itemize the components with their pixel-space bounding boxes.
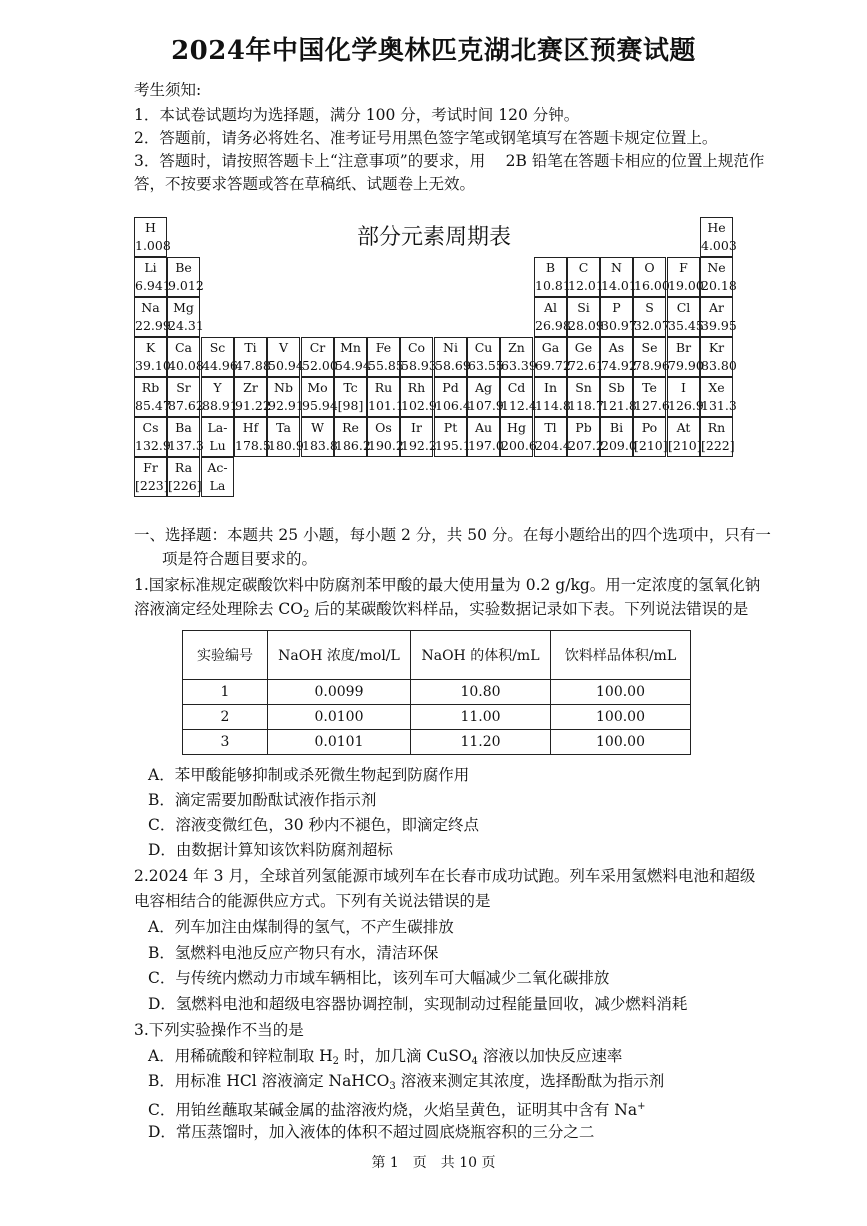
element-cell xyxy=(534,337,571,377)
element-cell xyxy=(434,337,471,377)
table-cell: 0.0099 xyxy=(268,680,411,705)
element-cell xyxy=(167,257,204,297)
element-mass: 192.2 xyxy=(401,438,437,453)
section-heading: 一、选择题：本题共 25 小题，每小题 2 分，共 50 分。在每小题给出的四个选项中，只有一 xyxy=(134,526,771,544)
element-mass: 183.8 xyxy=(302,438,338,453)
element-symbol: Ru xyxy=(374,380,393,395)
element-mass: 132.9 xyxy=(135,438,171,453)
element-symbol: Mg xyxy=(173,300,194,315)
element-cell xyxy=(301,377,338,417)
element-cell xyxy=(400,337,437,377)
element-symbol: Pb xyxy=(575,420,592,435)
element-mass: 118.7 xyxy=(568,398,604,413)
element-cell xyxy=(267,337,304,377)
element-mass: 58.69 xyxy=(435,358,471,373)
element-mass: 137.3 xyxy=(168,438,204,453)
element-cell xyxy=(167,457,200,497)
element-symbol: Pd xyxy=(442,380,459,395)
element-cell xyxy=(633,337,670,377)
element-symbol: K xyxy=(145,340,156,355)
element-cell xyxy=(667,377,704,417)
element-cell xyxy=(234,337,271,377)
element-symbol: Pt xyxy=(443,420,458,435)
element-cell xyxy=(367,377,404,417)
element-symbol: I xyxy=(681,380,686,395)
element-cell xyxy=(633,257,670,297)
element-symbol: Li xyxy=(144,260,157,275)
element-symbol: Xe xyxy=(708,380,725,395)
element-symbol: Ir xyxy=(411,420,422,435)
element-mass: 16.00 xyxy=(634,278,670,293)
element-mass: 44.96 xyxy=(202,358,238,373)
element-mass: 63.55 xyxy=(468,358,504,373)
element-symbol: Rn xyxy=(707,420,726,435)
element-cell xyxy=(567,417,604,457)
element-symbol: Zr xyxy=(243,380,258,395)
element-mass: 58.93 xyxy=(401,358,437,373)
element-mass: [210] xyxy=(668,438,702,453)
element-symbol: N xyxy=(611,260,622,275)
element-mass: La xyxy=(209,478,226,493)
element-cell xyxy=(334,337,371,377)
q3-stem: 3.下列实验操作不当的是 xyxy=(134,1021,304,1039)
element-cell xyxy=(534,257,571,297)
element-symbol: Ni xyxy=(443,340,458,355)
element-symbol: Cr xyxy=(309,340,326,355)
element-cell xyxy=(600,377,637,417)
q3-option-a: A．用稀硫酸和锌粒制取 $H_2$ 时，加几滴 CuSO$_4$ 溶液以加快反应速率 xyxy=(148,1047,623,1067)
table-row xyxy=(183,705,691,730)
element-mass: 114.8 xyxy=(535,398,571,413)
table-cell: 100.00 xyxy=(551,705,691,730)
element-symbol: Br xyxy=(675,340,692,355)
q2-option-d: D．氢燃料电池和超级电容器协调控制，实现制动过程能量回收，减少燃料消耗 xyxy=(148,995,688,1013)
q2-stem-line1: 2.2024 年 3 月，全球首列氢能源市域列车在长春市成功试跑。列车采用氢燃料电池和超级 xyxy=(134,867,756,885)
element-symbol: Po xyxy=(641,420,658,435)
element-symbol: Ga xyxy=(541,340,560,355)
q2-option-b: B．氢燃料电池反应产物只有水，清洁环保 xyxy=(148,944,439,962)
element-mass: 54.94 xyxy=(335,358,371,373)
element-cell xyxy=(600,257,637,297)
element-symbol: Na xyxy=(141,300,160,315)
element-mass: 85.47 xyxy=(135,398,171,413)
element-symbol: Zn xyxy=(508,340,525,355)
element-mass: 40.08 xyxy=(168,358,204,373)
q3-option-d: D．常压蒸馏时，加入液体的体积不超过圆底烧瓶容积的三分之二 xyxy=(148,1123,595,1141)
element-mass: 87.62 xyxy=(168,398,204,413)
element-symbol: Bi xyxy=(609,420,624,435)
element-cell xyxy=(700,257,737,297)
element-mass: [98] xyxy=(337,398,364,413)
element-mass: 101.1 xyxy=(368,398,404,413)
element-cell xyxy=(267,417,304,457)
element-cell xyxy=(467,337,504,377)
element-symbol: F xyxy=(679,260,688,275)
element-symbol: Sr xyxy=(176,380,191,395)
notice-heading: 考生须知: xyxy=(134,81,202,99)
element-cell xyxy=(400,377,437,417)
element-symbol: Sn xyxy=(575,380,592,395)
element-mass: 47.88 xyxy=(235,358,271,373)
element-symbol: Si xyxy=(577,300,590,315)
element-cell xyxy=(500,417,537,457)
element-mass: 10.81 xyxy=(535,278,571,293)
table-header-row xyxy=(183,631,691,680)
element-cell xyxy=(434,377,471,417)
element-symbol: S xyxy=(645,300,654,315)
element-cell xyxy=(167,337,204,377)
element-symbol: B xyxy=(545,260,556,275)
element-mass: 200.6 xyxy=(501,438,537,453)
element-symbol: Ac- xyxy=(207,460,228,475)
element-mass: 30.97 xyxy=(601,318,637,333)
element-mass: 39.95 xyxy=(701,318,737,333)
element-cell xyxy=(201,377,238,417)
element-cell xyxy=(134,217,171,257)
element-symbol: Au xyxy=(474,420,493,435)
table-cell: 3 xyxy=(183,730,268,755)
element-symbol: Hg xyxy=(507,420,526,435)
table-header: 实验编号 xyxy=(183,631,268,680)
element-mass: [226] xyxy=(168,478,202,493)
element-mass: 4.003 xyxy=(701,238,737,253)
element-mass: 131.3 xyxy=(701,398,737,413)
element-cell xyxy=(700,337,737,377)
element-cell xyxy=(600,417,637,457)
q3-option-b: B．用标准 HCl 溶液滴定 NaHCO$_3$ 溶液来测定其浓度，选择酚酞为指示剂 xyxy=(148,1072,665,1092)
element-mass: 92.91 xyxy=(268,398,304,413)
element-cell xyxy=(167,377,204,417)
element-symbol: H xyxy=(145,220,156,235)
q1-stem-line1: 1.国家标准规定碳酸饮料中防腐剂苯甲酸的最大使用量为 0.2 g/kg。用一定浓度的氢氧化钠 xyxy=(134,576,761,594)
element-symbol: Rh xyxy=(407,380,426,395)
element-symbol: Ti xyxy=(244,340,257,355)
element-mass: 26.98 xyxy=(535,318,571,333)
element-mass: [210] xyxy=(634,438,668,453)
table-cell: 11.20 xyxy=(411,730,551,755)
element-symbol: At xyxy=(676,420,691,435)
element-mass: 127.6 xyxy=(634,398,670,413)
element-mass: 14.01 xyxy=(601,278,637,293)
element-symbol: Ra xyxy=(174,460,193,475)
table-cell: 100.00 xyxy=(551,730,691,755)
table-cell: 10.80 xyxy=(411,680,551,705)
element-symbol: Mo xyxy=(307,380,328,395)
element-mass: 20.18 xyxy=(701,278,737,293)
element-symbol: Cu xyxy=(474,340,493,355)
q3-option-c: C．用铂丝蘸取某碱金属的盐溶液灼烧，火焰呈黄色，证明其中含有 Na+ xyxy=(148,1101,646,1119)
element-mass: 19.00 xyxy=(668,278,704,293)
q1-stem-line2: 溶液滴定经处理除去 $CO_2$ 后的某碳酸饮料样品，实验数据记录如下表。下列说法错误的是 xyxy=(134,600,749,620)
element-symbol: C xyxy=(578,260,589,275)
element-mass: 9.012 xyxy=(168,278,204,293)
element-mass: 95.94 xyxy=(302,398,338,413)
element-cell xyxy=(134,457,167,497)
element-mass: 28.09 xyxy=(568,318,604,333)
element-symbol: Kr xyxy=(708,340,725,355)
element-cell xyxy=(667,337,704,377)
table-cell: 11.00 xyxy=(411,705,551,730)
element-cell xyxy=(567,377,604,417)
q1-data-table xyxy=(182,630,691,755)
element-cell xyxy=(567,297,604,337)
element-symbol: Ca xyxy=(174,340,193,355)
element-cell xyxy=(134,257,171,297)
element-symbol: Hf xyxy=(242,420,259,435)
element-mass: 106.4 xyxy=(435,398,471,413)
q2-stem-line2: 电容相结合的能源供应方式。下列有关说法错误的是 xyxy=(134,892,491,910)
element-symbol: La- xyxy=(207,420,228,435)
element-symbol: He xyxy=(707,220,726,235)
element-mass: 190.2 xyxy=(368,438,404,453)
element-symbol: Rb xyxy=(141,380,160,395)
element-symbol: Sc xyxy=(209,340,226,355)
element-symbol: V xyxy=(278,340,289,355)
element-symbol: Nb xyxy=(274,380,293,395)
element-mass: 195.1 xyxy=(435,438,471,453)
element-cell xyxy=(633,297,670,337)
element-symbol: Fr xyxy=(143,460,158,475)
element-mass: 63.39 xyxy=(501,358,537,373)
element-cell xyxy=(600,337,637,377)
element-mass: 55.85 xyxy=(368,358,404,373)
element-mass: 178.5 xyxy=(235,438,271,453)
element-mass: 69.72 xyxy=(535,358,571,373)
element-mass: 32.07 xyxy=(634,318,670,333)
element-mass: 207.2 xyxy=(568,438,604,453)
element-symbol: Cl xyxy=(676,300,691,315)
element-mass: [223] xyxy=(135,478,169,493)
element-cell xyxy=(534,417,571,457)
element-mass: 91.22 xyxy=(235,398,271,413)
element-mass: 52.00 xyxy=(302,358,338,373)
element-cell xyxy=(167,297,204,337)
element-cell xyxy=(134,297,171,337)
element-mass: 107.9 xyxy=(468,398,504,413)
element-cell xyxy=(667,297,704,337)
element-mass: 186.2 xyxy=(335,438,371,453)
element-cell xyxy=(301,337,338,377)
notice-item-3: 3．答题时，请按照答题卡上“注意事项”的要求，用 2B 铅笔在答题卡相应的位置上规范作 xyxy=(134,152,765,170)
table-row xyxy=(183,680,691,705)
table-cell: 100.00 xyxy=(551,680,691,705)
element-cell xyxy=(400,417,437,457)
element-symbol: Cs xyxy=(142,420,159,435)
element-cell xyxy=(667,257,704,297)
element-symbol: Ge xyxy=(574,340,593,355)
element-mass: 121.8 xyxy=(601,398,637,413)
table-header: 饮料样品体积/mL xyxy=(551,631,691,680)
element-cell xyxy=(134,337,171,377)
q1-option-b: B．滴定需要加酚酞试液作指示剂 xyxy=(148,791,377,809)
element-symbol: In xyxy=(544,380,557,395)
table-header: NaOH 浓度/mol/L xyxy=(268,631,411,680)
element-cell xyxy=(234,377,271,417)
element-mass: 39.10 xyxy=(135,358,171,373)
element-mass: 22.99 xyxy=(135,318,171,333)
element-mass: 35.45 xyxy=(668,318,704,333)
element-mass: 112.4 xyxy=(501,398,537,413)
element-symbol: Ta xyxy=(276,420,291,435)
section-heading-cont: 项是符合题目要求的。 xyxy=(162,550,318,568)
q1-option-d: D．由数据计算知该饮料防腐剂超标 xyxy=(148,841,393,859)
element-symbol: As xyxy=(608,340,625,355)
element-mass: [222] xyxy=(701,438,735,453)
table-cell: 2 xyxy=(183,705,268,730)
element-mass: 79.90 xyxy=(668,358,704,373)
element-symbol: Tc xyxy=(343,380,358,395)
element-cell xyxy=(600,297,637,337)
element-cell xyxy=(534,377,571,417)
q1-option-a: A．苯甲酸能够抑制或杀死微生物起到防腐作用 xyxy=(148,766,470,784)
element-mass: 180.9 xyxy=(268,438,304,453)
element-cell xyxy=(700,417,733,457)
element-cell xyxy=(467,417,504,457)
element-mass: 83.80 xyxy=(701,358,737,373)
table-row xyxy=(183,730,691,755)
element-mass: 88.91 xyxy=(202,398,238,413)
element-symbol: Fe xyxy=(375,340,392,355)
element-cell xyxy=(567,337,604,377)
periodic-table-title: 部分元素周期表 xyxy=(356,225,511,250)
element-symbol: Mn xyxy=(340,340,361,355)
element-mass: Lu xyxy=(209,438,226,453)
notice-item-2: 2．答题前，请务必将姓名、准考证号用黑色签字笔或钢笔填写在答题卡规定位置上。 xyxy=(134,129,718,147)
element-mass: 1.008 xyxy=(135,238,171,253)
element-symbol: Te xyxy=(642,380,657,395)
element-cell xyxy=(134,377,171,417)
page-footer: 第 1 页 共 10 页 xyxy=(371,1155,496,1171)
q2-option-a: A．列车加注由煤制得的氢气，不产生碳排放 xyxy=(148,918,454,936)
element-cell xyxy=(167,417,204,457)
element-mass: 78.96 xyxy=(634,358,670,373)
element-cell xyxy=(134,417,171,457)
element-symbol: O xyxy=(644,260,655,275)
element-cell xyxy=(700,377,737,417)
element-mass: 50.94 xyxy=(268,358,304,373)
element-mass: 6.941 xyxy=(135,278,171,293)
table-cell: 0.0100 xyxy=(268,705,411,730)
element-mass: 209.0 xyxy=(601,438,637,453)
element-cell xyxy=(567,257,604,297)
element-cell xyxy=(467,377,504,417)
table-header: NaOH 的体积/mL xyxy=(411,631,551,680)
element-cell xyxy=(201,457,234,497)
element-cell xyxy=(500,377,537,417)
notice-item-1: 1．本试卷试题均为选择题，满分 100 分，考试时间 120 分钟。 xyxy=(134,106,580,124)
element-symbol: Sb xyxy=(608,380,625,395)
element-symbol: Se xyxy=(641,340,658,355)
element-cell xyxy=(633,377,670,417)
element-cell xyxy=(667,417,700,457)
element-cell xyxy=(700,217,737,257)
element-cell xyxy=(267,377,304,417)
element-mass: 74.92 xyxy=(601,358,637,373)
element-mass: 12.01 xyxy=(568,278,604,293)
element-symbol: W xyxy=(311,420,324,435)
element-cell xyxy=(434,417,471,457)
element-mass: 72.61 xyxy=(568,358,604,373)
q2-option-c: C．与传统内燃动力市域车辆相比，该列车可大幅减少二氧化碳排放 xyxy=(148,969,610,987)
element-cell xyxy=(367,417,404,457)
element-symbol: Y xyxy=(213,380,222,395)
element-symbol: Ar xyxy=(708,300,724,315)
notice-item-3-cont: 答，不按要求答题或答在草稿纸、试题卷上无效。 xyxy=(134,175,476,193)
element-cell xyxy=(201,417,234,457)
element-cell xyxy=(201,337,238,377)
element-mass: 102.9 xyxy=(401,398,437,413)
element-cell xyxy=(633,417,666,457)
element-symbol: Al xyxy=(543,300,558,315)
element-cell xyxy=(234,417,271,457)
element-cell xyxy=(301,417,338,457)
element-mass: 126.9 xyxy=(668,398,704,413)
element-cell xyxy=(500,337,537,377)
element-symbol: Be xyxy=(175,260,192,275)
element-cell xyxy=(700,297,737,337)
element-symbol: Ag xyxy=(474,380,493,395)
element-cell xyxy=(334,377,367,417)
element-mass: 204.4 xyxy=(535,438,571,453)
element-cell xyxy=(367,337,404,377)
element-cell xyxy=(534,297,571,337)
table-cell: 0.0101 xyxy=(268,730,411,755)
table-cell: 1 xyxy=(183,680,268,705)
element-symbol: P xyxy=(612,300,621,315)
element-symbol: Os xyxy=(375,420,392,435)
element-cell xyxy=(334,417,371,457)
element-mass: 197.0 xyxy=(468,438,504,453)
q1-option-c: C．溶液变微红色，30 秒内不褪色，即滴定终点 xyxy=(148,816,480,834)
element-symbol: Cd xyxy=(507,380,526,395)
element-mass: 24.31 xyxy=(168,318,204,333)
element-symbol: Tl xyxy=(544,420,557,435)
element-symbol: Re xyxy=(342,420,359,435)
element-symbol: Ba xyxy=(175,420,192,435)
element-symbol: Ne xyxy=(707,260,726,275)
element-symbol: Co xyxy=(407,340,426,355)
page-title: 2024年中国化学奥林匹克湖北赛区预赛试题 xyxy=(171,36,696,66)
